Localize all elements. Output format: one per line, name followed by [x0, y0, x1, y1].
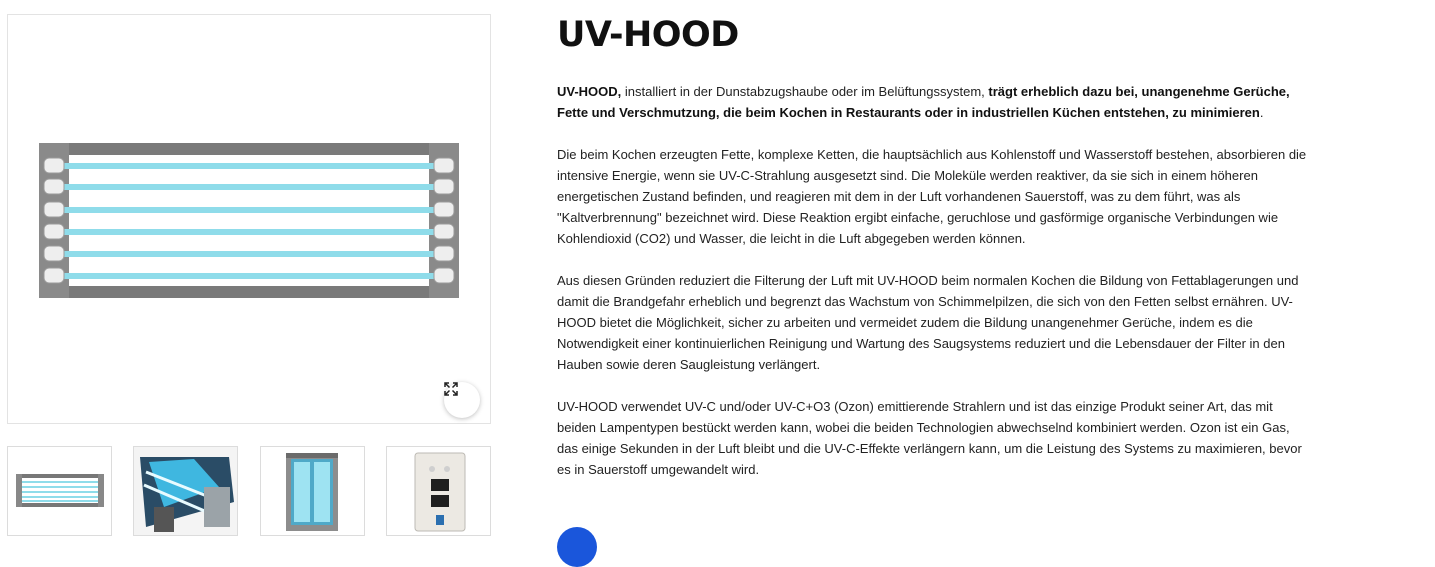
intro-paragraph: [557, 81, 1307, 123]
description-paragraph-3: UV-HOOD verwendet UV-C und/oder UV-C+O3 (Ozon) emittierende Strahlern und ist das einzige Produkt seiner Art, das mit beiden Lampentypen bestückt werden kann, wobei die beiden Technologien abwechselnd kombiniert werden. Ozon ist ein Gas, das einige Sekunden in der Luft bleibt und die UV-C-Effekte verlängern kann, um die Leistung des Systems zu maximieren, bevor es in Sauerstoff umgewandelt wird.: [557, 399, 1302, 477]
product-description: [557, 14, 1307, 477]
thumbnail-image: [387, 447, 491, 536]
thumbnail-uv-lamp-frame[interactable]: [7, 446, 112, 536]
description-paragraph-2: Aus diesen Gründen reduziert die Filterung der Luft mit UV-HOOD beim normalen Kochen die Bildung von Fettablagerungen und damit die Brandgefahr erheblich und begrenzt das Wachstum von Schimmelpilzen, die sich von den Fetten selbst ernähren. UV-HOOD bietet die Möglichkeit, sicher zu arbeiten und vermeidet zudem die Bildung unangenehmer Gerüche, indem es die Notwendigkeit einer kontinuierlichen Reinigung und Wartung des Saugsystems reduziert und die Lebensdauer der Filter in den Hauben sowie deren Saugleistung verlängert.: [557, 273, 1299, 372]
thumbnail-image: [261, 447, 365, 536]
floating-action-button[interactable]: [557, 527, 597, 567]
product-title: UV-HOOD: [557, 15, 739, 55]
intro-end: .: [1259, 105, 1264, 120]
intro-lead-normal: installiert in der Dunstabzugshaube oder im Belüftungssystem,: [621, 84, 989, 99]
intro-lead-bold: UV-HOOD,: [557, 84, 622, 99]
thumbnail-image: [134, 447, 238, 536]
thumbnail-installed-hood[interactable]: [133, 446, 238, 536]
uv-lamp-frame-image: [8, 15, 492, 425]
zoom-button[interactable]: [444, 382, 480, 418]
product-main-image[interactable]: [7, 14, 491, 424]
intro-emphasis: trägt erheblich dazu bei, unangenehme Gerüche, Fette und Verschmutzung, die beim Kochen in Restaurants oder in industriellen Küchen entstehen, zu minimieren: [557, 84, 1290, 120]
description-paragraph-1: Die beim Kochen erzeugten Fette, komplexe Ketten, die hauptsächlich aus Kohlenstoff und Wasserstoff bestehen, absorbieren die intensive Energie, wenn sie UV-C-Strahlung ausgesetzt sind. Die Moleküle werden reaktiver, da sie sich in einem höheren energetischen Zustand befinden, und reagieren mit dem in der Luft vorhandenen Sauerstoff, was zu dem führt, was als "Kaltverbrennung" bezeichnet wird. Diese Reaktion ergibt einfache, geruchlose und gasförmige organische Verbindungen wie Kohlendioxid (CO2) und Wasser, die leicht in die Luft abgegeben werden können.: [557, 147, 1307, 246]
thumbnail-image: [8, 447, 112, 536]
thumbnail-duct-unit[interactable]: [260, 446, 365, 536]
thumbnail-control-box[interactable]: [386, 446, 491, 536]
